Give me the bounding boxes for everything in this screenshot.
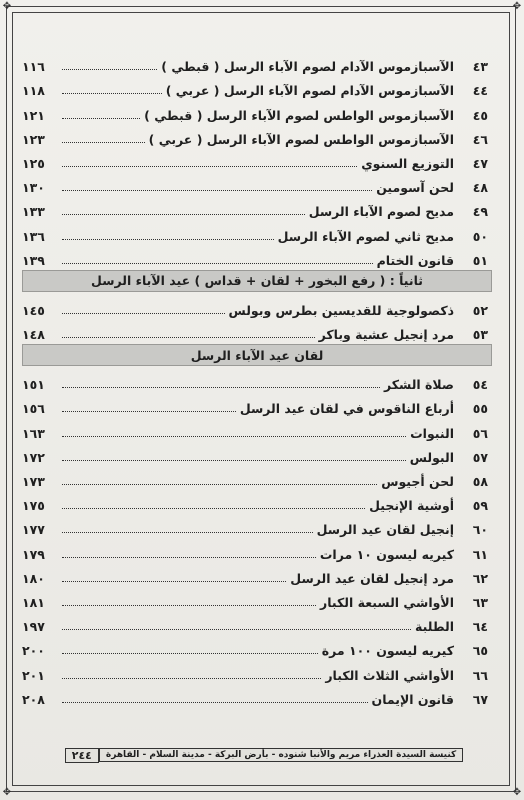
dot-leader bbox=[62, 556, 316, 558]
entry-number: ٤٧ bbox=[472, 155, 488, 171]
entry-page-number: ١٤٨ bbox=[22, 327, 45, 343]
entry-number: ٦٦ bbox=[472, 667, 488, 683]
toc-entry bbox=[22, 610, 492, 634]
entry-title: مرد إنجيل لقان عيد الرسل bbox=[290, 570, 454, 586]
entry-title: ذكصولوجية للقديسين بطرس وبولس bbox=[228, 302, 454, 318]
entry-number: ٥٠ bbox=[472, 228, 488, 244]
entry-title: قانون الختام bbox=[376, 252, 454, 268]
entry-title: مديح ثاني لصوم الآباء الرسل bbox=[277, 228, 454, 244]
cross-ornament-icon: ✥ bbox=[2, 787, 12, 798]
entry-title: النبوات bbox=[410, 425, 454, 441]
toc-entry bbox=[22, 634, 492, 658]
dot-leader bbox=[62, 141, 145, 143]
entry-number: ٥٩ bbox=[472, 498, 488, 514]
entry-title: لحن أجيوس bbox=[381, 474, 454, 489]
entry-page-number: ١٨٠ bbox=[22, 570, 45, 586]
dot-leader bbox=[62, 580, 286, 582]
dot-leader bbox=[62, 213, 305, 215]
toc-entry bbox=[22, 683, 492, 707]
entry-page-number: ١١٨ bbox=[22, 83, 45, 99]
entry-title: الآسبازموس الآدام لصوم الآباء الرسل ( عربي ) bbox=[165, 83, 454, 99]
entry-number: ٤٣ bbox=[472, 59, 488, 75]
toc-entry bbox=[22, 416, 492, 440]
toc-entry bbox=[22, 537, 492, 561]
toc-entry bbox=[22, 392, 492, 416]
toc-entry bbox=[22, 244, 492, 268]
entry-number: ٦٣ bbox=[472, 594, 488, 610]
entry-page-number: ٢٠٠ bbox=[22, 643, 45, 659]
dot-leader bbox=[62, 189, 372, 191]
entry-page-number: ١٧٥ bbox=[22, 498, 45, 514]
entry-number: ٦٠ bbox=[472, 522, 488, 538]
entry-number: ٥٨ bbox=[472, 474, 488, 489]
entry-page-number: ٢٠٨ bbox=[22, 691, 45, 707]
entry-page-number: ١٣٩ bbox=[22, 252, 45, 268]
entry-number: ٥٣ bbox=[472, 327, 488, 343]
dot-leader bbox=[62, 604, 316, 606]
toc-entry bbox=[22, 562, 492, 586]
entry-number: ٥١ bbox=[472, 252, 488, 268]
entry-title: إنجيل لقان عيد الرسل bbox=[316, 522, 454, 538]
dot-leader bbox=[62, 531, 313, 533]
entry-number: ٦٢ bbox=[472, 570, 488, 586]
dot-leader bbox=[62, 68, 157, 70]
dot-leader bbox=[62, 507, 365, 509]
entry-title: قانون الإيمان bbox=[371, 691, 454, 707]
entry-number: ٤٤ bbox=[472, 83, 488, 99]
entry-page-number: ١٢٥ bbox=[22, 155, 45, 171]
dot-leader bbox=[62, 628, 411, 630]
dot-leader bbox=[62, 312, 225, 314]
entry-page-number: ١٧٢ bbox=[22, 449, 45, 465]
section-header-laqqan: لقان عيد الآباء الرسل bbox=[22, 344, 492, 366]
entry-page-number: ١٩٧ bbox=[22, 619, 45, 635]
entry-page-number: ١٣٦ bbox=[22, 228, 45, 244]
entry-number: ٤٩ bbox=[472, 204, 488, 220]
toc-entry bbox=[22, 195, 492, 219]
toc-entry bbox=[22, 318, 492, 342]
entry-number: ٤٨ bbox=[472, 180, 488, 196]
entry-title: التوزيع السنوي bbox=[361, 155, 454, 171]
entry-number: ٦١ bbox=[472, 546, 488, 562]
dot-leader bbox=[62, 238, 274, 240]
toc-entry bbox=[22, 586, 492, 610]
toc-entry bbox=[22, 74, 492, 98]
toc-group-c bbox=[22, 368, 492, 707]
toc-group-b bbox=[22, 294, 492, 342]
dot-leader bbox=[62, 262, 373, 264]
entry-page-number: ١٦٣ bbox=[22, 425, 45, 441]
dot-leader bbox=[62, 92, 162, 94]
entry-page-number: ١٢١ bbox=[22, 107, 45, 123]
toc-entry bbox=[22, 50, 492, 74]
entry-page-number: ١٣٠ bbox=[22, 180, 45, 196]
entry-page-number: ١٧٩ bbox=[22, 546, 45, 562]
entry-title: أرباع الناقوس في لقان عيد الرسل bbox=[239, 401, 454, 417]
dot-leader bbox=[62, 410, 236, 412]
entry-number: ٦٧ bbox=[472, 691, 488, 707]
entry-number: ٥٤ bbox=[472, 377, 488, 393]
entry-title: الطلبة bbox=[415, 619, 454, 635]
dot-leader bbox=[62, 459, 406, 461]
entry-title: الآسبازموس الآدام لصوم الآباء الرسل ( قبطي ) bbox=[161, 59, 454, 75]
cross-ornament-icon: ✥ bbox=[512, 787, 522, 798]
dot-leader bbox=[62, 701, 368, 703]
toc-entry bbox=[22, 368, 492, 392]
entry-number: ٤٦ bbox=[472, 131, 488, 147]
entry-page-number: ١٨١ bbox=[22, 594, 45, 610]
entry-title: البولس bbox=[409, 449, 454, 465]
entry-title: لحن آسومين bbox=[376, 180, 454, 196]
cross-ornament-icon: ✥ bbox=[2, 1, 12, 12]
toc-entry bbox=[22, 658, 492, 682]
entry-page-number: ١٥١ bbox=[22, 377, 45, 393]
toc-entry bbox=[22, 219, 492, 243]
entry-page-number: ١٣٣ bbox=[22, 204, 45, 220]
entry-title: كيريه ليسون ١٠ مرات bbox=[319, 546, 454, 562]
entry-number: ٥٦ bbox=[472, 425, 488, 441]
table-of-contents bbox=[22, 50, 492, 707]
entry-title: أوشية الإنجيل bbox=[369, 498, 454, 514]
toc-entry bbox=[22, 98, 492, 122]
toc-entry bbox=[22, 294, 492, 318]
entry-title: الآسبازموس الواطس لصوم الآباء الرسل ( عربي ) bbox=[148, 131, 454, 147]
section-header-raising-incense: ثانياً : ( رفع البخور + لقان + قداس ) عيد الآباء الرسل bbox=[22, 270, 492, 292]
entry-title: مرد إنجيل عشية وباكر bbox=[318, 327, 454, 343]
entry-page-number: ١٧٧ bbox=[22, 522, 45, 538]
dot-leader bbox=[62, 165, 357, 167]
entry-number: ٦٤ bbox=[472, 619, 488, 635]
entry-page-number: ١١٦ bbox=[22, 59, 45, 75]
footer-church-name: كنيسة السيدة العذراء مريم والأنبا شنوده - بأرض البركة - مدينة السلام - القاهرة bbox=[99, 748, 463, 762]
entry-title: كيريه ليسون ١٠٠ مرة bbox=[321, 643, 454, 659]
toc-group-a bbox=[22, 50, 492, 268]
dot-leader bbox=[62, 677, 321, 679]
entry-number: ٤٥ bbox=[472, 107, 488, 123]
toc-entry bbox=[22, 147, 492, 171]
dot-leader bbox=[62, 435, 406, 437]
entry-page-number: ٢٠١ bbox=[22, 667, 45, 683]
entry-page-number: ١٤٥ bbox=[22, 302, 45, 318]
entry-title: الآسبازموس الواطس لصوم الآباء الرسل ( قبطي ) bbox=[144, 107, 454, 123]
toc-entry bbox=[22, 171, 492, 195]
entry-number: ٥٢ bbox=[472, 302, 488, 318]
dot-leader bbox=[62, 652, 318, 654]
page-footer bbox=[40, 746, 484, 764]
toc-entry bbox=[22, 465, 492, 489]
toc-entry bbox=[22, 123, 492, 147]
entry-page-number: ١٧٣ bbox=[22, 474, 45, 489]
entry-title: مديح لصوم الآباء الرسل bbox=[308, 204, 454, 220]
entry-number: ٥٧ bbox=[472, 449, 488, 465]
entry-title: الأواشي الثلاث الكبار bbox=[325, 667, 454, 683]
entry-title: صلاة الشكر bbox=[383, 377, 454, 393]
footer-page-number: ٢٤٤ bbox=[65, 748, 99, 763]
entry-number: ٦٥ bbox=[472, 643, 488, 659]
toc-entry bbox=[22, 489, 492, 513]
dot-leader bbox=[62, 336, 315, 338]
entry-page-number: ١٥٦ bbox=[22, 401, 45, 417]
entry-title: الأواشي السبعة الكبار bbox=[320, 594, 454, 610]
dot-leader bbox=[62, 483, 377, 485]
toc-entry bbox=[22, 441, 492, 465]
dot-leader bbox=[62, 117, 140, 119]
dot-leader bbox=[62, 386, 380, 388]
toc-entry bbox=[22, 513, 492, 537]
cross-ornament-icon: ✥ bbox=[512, 1, 522, 12]
entry-number: ٥٥ bbox=[472, 401, 488, 417]
entry-page-number: ١٢٣ bbox=[22, 131, 45, 147]
